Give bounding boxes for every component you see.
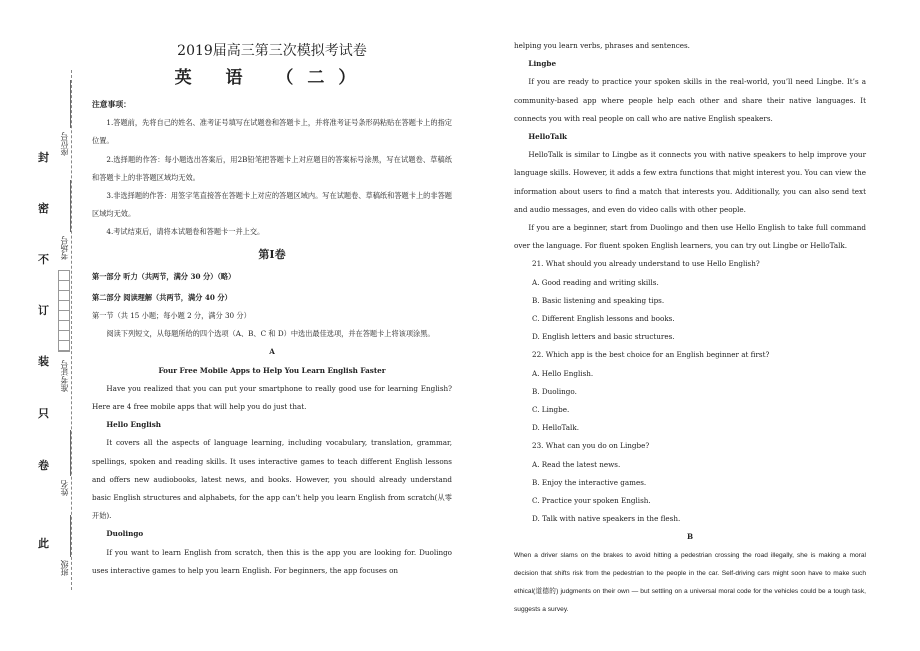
answer-option: D. Talk with native speakers in the flesh. bbox=[532, 514, 681, 524]
seal-char: 密 bbox=[38, 202, 49, 215]
seal-char: 装 bbox=[38, 355, 49, 368]
passage-a-closing: If you are a beginner, start from Duolingo and then use Hello English to take full command over the language. For fluent spoken English learners, you can try out Lingbe or HelloTalk. bbox=[514, 223, 866, 251]
app1-text: It covers all the aspects of language learning, including vocabulary, translation, grammar, spellings, spoken and reading skills. It uses interactive games to teach different English lessons and offers new audiobooks, latest news, and books. However, you should already understand basic English structures and alphabets, for the app can’t help you learn English from scratch(从零开始). bbox=[92, 438, 452, 521]
app3-text: If you are ready to practice your spoken skills in the real-world, you’ll need Lingbe. It’s a community-based app where people help each other and share their native languages. It connects you with real people on call who are native English speakers. bbox=[514, 77, 866, 123]
answer-option: B. Basic listening and speaking tips. bbox=[532, 295, 665, 305]
answer-option: A. Hello English. bbox=[532, 368, 594, 378]
room-number-line bbox=[70, 180, 71, 232]
passage-a-intro: Have you realized that you can put your smartphone to really good use for learning English? Here are 4 free mobile apps that will help you do just that. bbox=[92, 383, 452, 412]
section1-heading: 第一节（共 15 小题；每小题 2 分，满分 30 分） bbox=[92, 311, 251, 321]
app3-name: Lingbe bbox=[528, 59, 557, 69]
notice-item: 2.选择题的作答：每小题选出答案后，用2B铅笔把答题卡上对应题目的答案标号涂黑，写在试题卷、草稿纸和答题卡上的非答题区域均无效。 bbox=[92, 154, 452, 182]
class-line bbox=[70, 515, 71, 557]
seal-char: 卷 bbox=[38, 459, 49, 472]
class-label: 班级 bbox=[60, 560, 69, 576]
name-line bbox=[70, 430, 71, 476]
seal-char: 此 bbox=[38, 537, 49, 550]
room-number-label: 考场号 bbox=[60, 236, 69, 260]
instruction-text: 阅读下列短文，从每题所给的四个选项（A、B、C 和 D）中选出最佳选项，并在答题卡上将该项涂黑。 bbox=[106, 329, 435, 339]
question-stem: 21. What should you already understand to use Hello English? bbox=[532, 259, 760, 269]
seal-char: 不 bbox=[38, 253, 49, 266]
binding-margin bbox=[0, 0, 92, 651]
subject-title: 英 语 （二） bbox=[174, 68, 370, 88]
part1-heading: 第一部分 听力（共两节，满分 30 分）（略） bbox=[92, 271, 236, 281]
answer-option: B. Enjoy the interactive games. bbox=[532, 477, 647, 487]
answer-option: C. Different English lessons and books. bbox=[532, 314, 675, 324]
passage-b-letter: B bbox=[686, 532, 694, 542]
seat-number-line bbox=[70, 80, 71, 128]
app2-name: Duolingo bbox=[106, 529, 144, 539]
left-column bbox=[92, 42, 452, 580]
answer-option: A. Good reading and writing skills. bbox=[532, 277, 659, 287]
seat-number-label: 座位号 bbox=[60, 132, 69, 156]
answer-option: A. Read the latest news. bbox=[532, 459, 621, 469]
notice-item: 3.非选择题的作答：用签字笔直接答在答题卡上对应的答题区域内。写在试题卷、草稿纸和答题卡上的非答题区域均无效。 bbox=[92, 191, 452, 219]
answer-option: C. Practice your spoken English. bbox=[532, 496, 651, 506]
app2-text-continued: helping you learn verbs, phrases and sentences. bbox=[514, 41, 690, 50]
answer-option: B. Duolingo. bbox=[532, 386, 577, 396]
notice-heading: 注意事项： bbox=[92, 100, 131, 109]
question-stem: 23. What can you do on Lingbe? bbox=[532, 441, 650, 451]
app2-text: If you want to learn English from scratch, then this is the app you are looking for. Duolingo uses interactive games to help you learn English. For beginners, the app focuses on bbox=[92, 547, 452, 575]
volume-title: 第Ⅰ卷 bbox=[258, 247, 286, 261]
notice-item: 1.答题前，先将自己的姓名、准考证号填写在试题卷和答题卡上，并将准考证号条形码粘贴在答题卡上的指定位置。 bbox=[92, 118, 452, 146]
app4-text: HelloTalk is similar to Lingbe as it connects you with native speakers to help improve your language skills. However, it adds a few extra functions that might interest you. You can view the information about users to find a match that interests you. Additionally, you can also send text and audio messages, and even do video calls with other people. bbox=[514, 150, 866, 214]
answer-option: D. English letters and basic structures. bbox=[532, 332, 675, 342]
seal-char: 封 bbox=[38, 151, 49, 164]
name-label: 姓名 bbox=[60, 480, 69, 496]
app4-name: HelloTalk bbox=[528, 132, 568, 142]
passage-a-title: Four Free Mobile Apps to Help You Learn English Faster bbox=[158, 365, 386, 375]
seal-char: 只 bbox=[38, 407, 49, 420]
question-stem: 22. Which app is the best choice for an English beginner at first? bbox=[532, 350, 770, 360]
passage-a-letter: A bbox=[269, 347, 275, 357]
passage-b-text: When a driver slams on the brakes to avoid hitting a pedestrian crossing the road illegally, she is making a moral decision that shifts risk from the pedestrian to the people in the car. Self-driving cars might soon have to make such ethical(道德的) judgments on their own — but settling on a universal moral code for the vehicles could be a tough task, suggests a survey. bbox=[514, 551, 866, 614]
part2-heading: 第二部分 阅读理解（共两节，满分 40 分） bbox=[92, 292, 232, 302]
id-number-label: 准考证号 bbox=[60, 360, 69, 392]
right-column bbox=[514, 37, 866, 620]
answer-option: D. HelloTalk. bbox=[532, 423, 579, 433]
app1-name: Hello English bbox=[106, 420, 161, 430]
notice-item: 4.考试结束后，请将本试题卷和答题卡一并上交。 bbox=[106, 227, 265, 237]
cut-line bbox=[71, 70, 72, 590]
id-number-boxes bbox=[58, 270, 70, 352]
exam-title: 2019届高三第三次模拟考试卷 bbox=[177, 43, 367, 59]
answer-option: C. Lingbe. bbox=[532, 405, 570, 415]
seal-char: 订 bbox=[38, 304, 49, 317]
